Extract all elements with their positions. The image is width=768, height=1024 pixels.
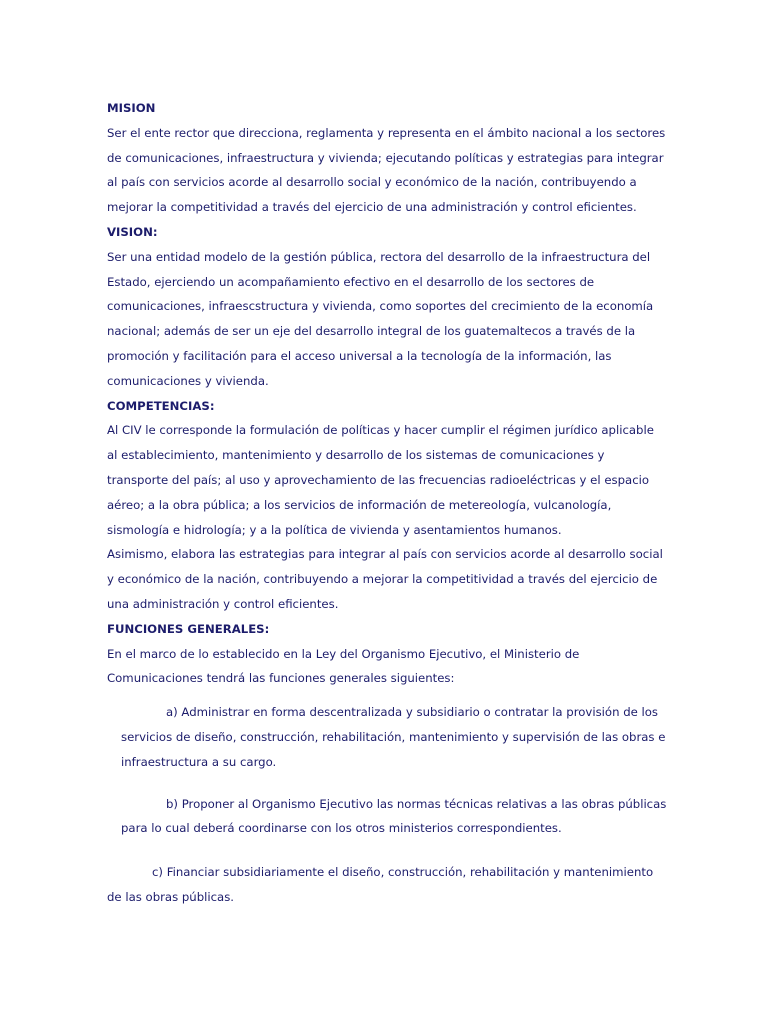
funciones-list (107, 700, 667, 910)
document-page (107, 96, 667, 910)
competencias-text: Al CIV le corresponde la formulación de políticas y hacer cumplir el régimen jurídico aplicable al establecimiento, mantenimiento y desarrollo de los sistemas de comunicaciones y transporte del país; al uso y aprovechamiento de las frecuencias radioeléctricas y el espacio aéreo; a la obra pública; a los servicios de información de metereología, vulcanología, sismología e hidrología; y a la política de vivienda y asentamientos humanos. (107, 423, 654, 537)
competencias-heading: COMPETENCIAS: (107, 398, 215, 413)
vision-text: Ser una entidad modelo de la gestión pública, rectora del desarrollo de la infraestructura del Estado, ejerciendo un acompañamiento efectivo en el desarrollo de los sectores de comunicaciones, infraescstructura y vivienda, como soportes del crecimiento de la economía nacional; además de ser un eje del desarrollo integral de los guatemaltecos a través de la promoción y facilitación para el acceso universal a la tecnología de la información, las comunicaciones y vivienda. (107, 249, 654, 388)
list-item: a) Administrar en forma descentralizada y subsidiario o contratar la provisión de los servicios de diseño, construcción, rehabilitación, mantenimiento y supervisión de las obras e infraestructura a su cargo. (121, 705, 666, 769)
mision-heading: MISION (107, 101, 156, 115)
list-item: b) Proponer al Organismo Ejecutivo las normas técnicas relativas a las obras públicas para lo cual deberá coordinarse con los otros ministerios correspondientes. (121, 796, 667, 836)
funciones-intro: En el marco de lo establecido en la Ley del Organismo Ejecutivo, el Ministerio de Comunicaciones tendrá las funciones generales siguientes: (107, 646, 580, 686)
mision-text: Ser el ente rector que direcciona, reglamenta y representa en el ámbito nacional a los sectores de comunicaciones, infraestructura y vivienda; ejecutando políticas y estrategias para integrar al país con servicios acorde al desarrollo social y económico de la nación, contribuyendo a mejorar la competitividad a través del ejercicio de una administración y control eficientes. (107, 125, 666, 215)
list-item: c) Financiar subsidiariamente el diseño, construcción, rehabilitación y mantenimiento de las obras públicas. (107, 865, 654, 904)
funciones-heading: FUNCIONES GENERALES: (107, 621, 270, 636)
vision-heading: VISION: (107, 224, 158, 239)
competencias-text-2: Asimismo, elabora las estrategias para integrar al país con servicios acorde al desarrollo social y económico de la nación, contribuyendo a mejorar la competitividad a través del ejercicio de una administración y control eficientes. (107, 547, 663, 611)
